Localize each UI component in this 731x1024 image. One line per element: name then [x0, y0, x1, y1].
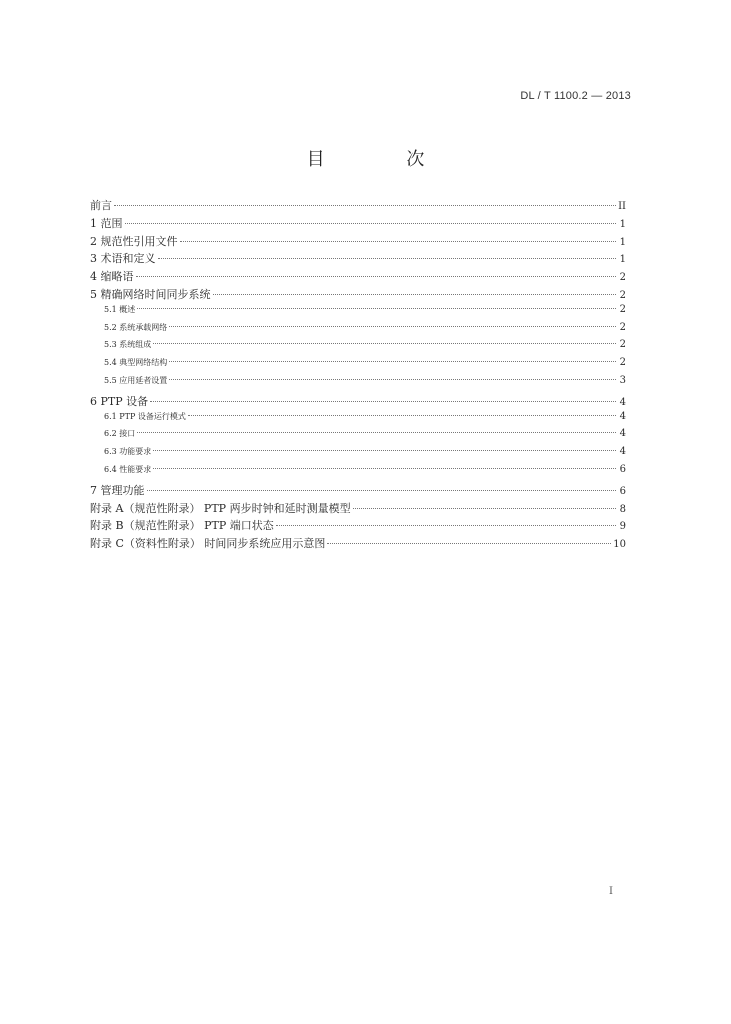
toc-entry-page: 1 [619, 218, 626, 230]
toc-entry-page: 1 [619, 236, 626, 248]
toc-entry[interactable] [90, 482, 626, 500]
toc-entry-label: 前言 [90, 199, 112, 212]
toc-entry-label: 附录 C（资料性附录） 时间同步系统应用示意图 [90, 537, 326, 551]
toc-entry-page: 10 [613, 539, 626, 551]
toc-dot-leader [137, 308, 616, 309]
toc-dot-leader [169, 379, 616, 380]
toc-entry-label: 6.3 功能要求 [104, 447, 152, 457]
toc-dot-leader [125, 223, 617, 224]
toc-entry[interactable] [90, 322, 626, 340]
toc-entry-page: 6 [619, 463, 626, 475]
toc-entry-label: 7 管理功能 [90, 483, 145, 497]
toc-entry-label: 5.1 概述 [104, 304, 136, 314]
toc-entry-label: 5 精确网络时间同步系统 [90, 287, 211, 301]
toc-entry-label: 4 缩略语 [90, 270, 134, 284]
toc-entry[interactable] [90, 464, 626, 482]
toc-title: 目 次 [306, 149, 463, 170]
toc-entry-label: 3 术语和定义 [90, 252, 156, 266]
toc-dot-leader [147, 490, 617, 491]
toc-entry-page: 6 [619, 485, 626, 497]
toc-entry-label: 6 PTP 设备 [90, 394, 149, 408]
toc-entry-page: 4 [619, 446, 626, 458]
toc-entry-label: 1 范围 [90, 216, 123, 230]
toc-entry-page: II [618, 201, 626, 212]
toc-dot-leader [153, 468, 616, 469]
toc-entry-page: 2 [619, 321, 626, 333]
toc-entry[interactable] [90, 411, 626, 429]
toc-entry-page: 3 [619, 374, 626, 386]
toc-dot-leader [153, 343, 616, 344]
toc-dot-leader [213, 294, 617, 295]
toc-entry[interactable] [90, 215, 626, 233]
toc-entry[interactable] [90, 286, 626, 304]
toc-entry[interactable] [90, 197, 626, 215]
toc-dot-leader [136, 276, 617, 277]
toc-entry[interactable] [90, 250, 626, 268]
toc-dot-leader [276, 525, 616, 526]
toc-entry-page: 2 [619, 357, 626, 369]
toc-entry-page: 4 [619, 428, 626, 440]
toc-entry-page: 2 [619, 303, 626, 315]
toc-dot-leader [353, 508, 616, 509]
toc-dot-leader [188, 415, 616, 416]
toc-entry-label: 6.2 接口 [104, 429, 136, 439]
toc-entry[interactable] [90, 517, 626, 535]
toc-entry-label: 6.1 PTP 设备运行模式 [104, 411, 186, 421]
toc-entry-label: 5.2 系统承载网络 [104, 322, 168, 332]
toc-entry-label: 6.4 性能要求 [104, 464, 152, 474]
toc-dot-leader [169, 361, 616, 362]
toc-entry-label: 5.5 应用延者设置 [104, 375, 168, 385]
toc-entry-label: 附录 A（规范性附录） PTP 两步时钟和延时测量模型 [90, 501, 351, 515]
toc-entry[interactable] [90, 446, 626, 464]
toc-entry-label: 附录 B（规范性附录） PTP 端口状态 [90, 519, 274, 533]
toc-entry[interactable] [90, 357, 626, 375]
toc-entry[interactable] [90, 339, 626, 357]
toc-entry-page: 8 [619, 503, 626, 515]
toc-entry-page: 1 [619, 254, 626, 266]
toc-entry[interactable] [90, 393, 626, 411]
toc-entry-label: 2 规范性引用文件 [90, 234, 178, 248]
toc-dot-leader [150, 401, 616, 402]
toc-entry-label: 5.3 系统组成 [104, 340, 152, 350]
standard-code: DL / T 1100.2 — 2013 [520, 90, 631, 102]
toc-dot-leader [158, 258, 617, 259]
toc-entry[interactable] [90, 535, 626, 553]
toc-entry-page: 4 [619, 410, 626, 422]
toc-dot-leader [169, 326, 616, 327]
toc-entry-page: 2 [619, 339, 626, 351]
toc-dot-leader [180, 241, 617, 242]
toc-entry[interactable] [90, 268, 626, 286]
table-of-contents [90, 197, 626, 553]
toc-dot-leader [137, 432, 616, 433]
toc-entry-page: 2 [619, 289, 626, 301]
toc-dot-leader [327, 543, 611, 544]
toc-entry[interactable] [90, 500, 626, 518]
toc-entry[interactable] [90, 375, 626, 393]
toc-entry[interactable] [90, 304, 626, 322]
toc-entry-page: 9 [619, 521, 626, 533]
toc-entry-page: 2 [619, 272, 626, 284]
toc-entry[interactable] [90, 428, 626, 446]
page-number: I [609, 886, 613, 897]
toc-entry[interactable] [90, 233, 626, 251]
toc-dot-leader [114, 205, 616, 206]
toc-entry-label: 5.4 典型网络结构 [104, 358, 168, 368]
toc-entry-page: 4 [619, 396, 626, 408]
toc-dot-leader [153, 450, 616, 451]
